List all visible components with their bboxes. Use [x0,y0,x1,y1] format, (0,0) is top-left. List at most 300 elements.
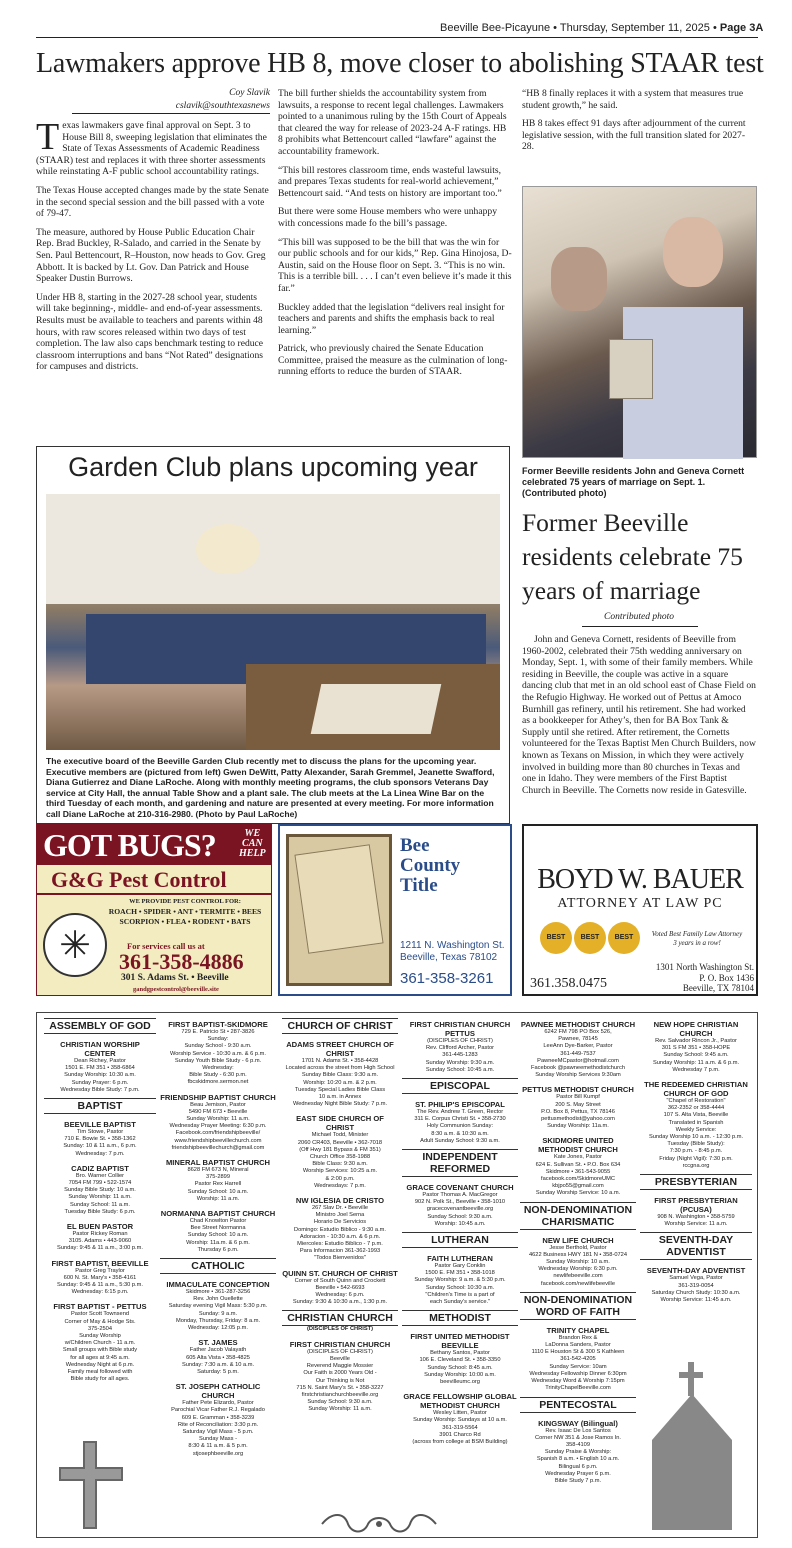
church-info-line: Sunday Worship: 11 a.m. & 6 p.m. [652,1059,740,1066]
church-info-line: Family meal followed with [67,1369,133,1376]
ad-bugs-headline: GOT BUGS? [43,827,216,863]
church-info-line: Corner NW 351 & Jose Ramos In. [535,1434,621,1441]
church-info-line: Sunday School: 9:45 a.m. [663,1052,729,1059]
cornett-byline: Contributed photo [604,612,674,622]
directory-col4 [402,1014,518,1446]
ad-pest-control[interactable] [36,824,272,996]
church-info-line: 200 S. May Street [555,1101,601,1108]
church-info-line: Sunday Bible Class: 9:30 a.m. [301,1072,379,1079]
church-info-line: Bilingual 6 p.m. [558,1463,598,1470]
church-name: FIRST UNITED METHODIST BEEVILLE [410,1332,510,1351]
church-info-line: Our Thinking is Not [315,1377,365,1384]
church-info-line: Father Pete Elizardo, Pastor [182,1400,254,1407]
church-info-line: Sunday Worship 10 a.m. - 12:30 p.m. [648,1134,744,1141]
church-info-line: Wednesday: 7 p.m. [75,1150,125,1157]
cornett-headline: Former Beeville residents celebrate 75 years of marriage [522,508,743,605]
church-info-line: Facebook.com/friendshipbeeville/ [175,1130,261,1137]
church-name: ST. JAMES [198,1338,238,1348]
county-map [286,834,392,986]
title-phone[interactable]: 361-358-3261 [400,970,494,987]
church-name: FIRST BAPTIST - PETTUS [53,1302,147,1312]
church-info-line: Sunday School: 8:45 a.m. [427,1364,493,1371]
church-info-line: Sunday: 10 & 11 a.m., 6 p.m. [63,1143,137,1150]
ad-bugs-address: 301 S. Adams St. • Beeville [121,973,229,983]
church-info-line: for all ages at 9:45 a.m. [70,1354,130,1361]
church-info-line: Dean Richey, Pastor [74,1058,126,1064]
church-info-line: Wednesdays: 7 p.m. [314,1182,366,1189]
directory-col5 [520,1014,636,1485]
directory-category: NON-DENOMINATION CHARISMATIC [520,1202,636,1230]
notebook [311,684,442,734]
story-paragraph: The measure, authored by House Public Education Chair Rep. Brad Buckley, R-Salado, and carried in the Senate by Sen. Paul Bettencourt, R–Houston, now heads to Gov. Greg Abbott. It is backed by Lt. Gov. Dan Patrick and House Speaker Dustin Burrows. [36,226,266,285]
church-info-line: 375-2899 [205,1174,231,1181]
directory-category: SEVENTH-DAY ADVENTIST [640,1232,752,1260]
church-name: ST. PHILIP'S EPISCOPAL [415,1100,505,1110]
directory-category-sub: (DISCIPLES OF CHRIST) [306,1326,374,1333]
directory-col1 [44,1014,156,1384]
garden-caption: The executive board of the Beeville Garden Club recently met to discuss the plans for the upcoming year. Executive members are (pictured from left) Gwen DeWitt, Patty Alexander, Sarah Gremmel, Jeanette Swafford, Diana Gutierrez and Diane LaRoche. Along with monthly meeting programs, the club sponsors Veterans Day service at City Hall, the annual Table Show and a plant sale. The club meets at the La Linea Wine Bar on the third Tuesday of each month, and gardening and nature are presented at every meeting. For more information call Diane LaRoche at 210-316-2980. (Photo by Paul LaRoche) [46,756,495,819]
church-info-line: Facebook @pawneemethodistchurch [531,1065,625,1072]
church-info-line: Parochial Vicar Father R.J. Regalado [171,1407,265,1414]
church-info-line: Adult Sunday School: 9:30 a.m. [420,1137,500,1144]
main-story-col3 [522,88,756,160]
directory-category: INDEPENDENT REFORMED [402,1149,518,1177]
church-info-line: Sunday Worship: 11 a.m. [68,1194,132,1201]
church-info-line: 301 S FM 351 • 358-HOPE [661,1045,731,1052]
church-info-line: Sunday: 9 a.m. [198,1310,238,1317]
church-info-line: 1110 E Houston St & 300 S Kathleen [531,1349,625,1356]
church-info-line: Sunday School: 10:30 a.m. [425,1284,495,1291]
church-info-line: Bible Class: 9:30 a.m. [312,1161,368,1168]
directory-category: PENTECOSTAL [520,1397,636,1413]
church-info-line: Sunday School: 11 a.m. [70,1201,130,1208]
directory-category: PRESBYTERIAN [640,1174,752,1190]
church-info-line: Sunday: 9:45 & 11 a.m., 5:30 p.m. [57,1282,143,1289]
garden-photo [46,494,500,750]
church-info-line: Sunday: 7:30 a.m. & 10 a.m. [181,1361,255,1368]
story-paragraph: Patrick, who previously chaired the Senate Education Committee, praised the measure as the culmination of long-running efforts to reduce the burden of STAAR. [278,343,508,378]
church-info-line: Worship: 10:20 a.m. & 2 p.m. [303,1079,377,1086]
church-info-line: Sunday Worship Services 9:30am [535,1072,621,1079]
church-info-line: 361-319-5564 [442,1424,478,1431]
church-info-line: stjosephbeeville.org [192,1450,244,1457]
church-info-line: Rev. John Ouellette [193,1296,243,1303]
church-info-line: Worship: 11 a.m. [196,1195,240,1202]
church-info-line: Sunday Bible Study: 10 a.m. [64,1187,136,1194]
church-info-line: Wednesday: [202,1065,234,1072]
church-name: PETTUS METHODIST CHURCH [522,1085,634,1095]
church-name: KINGSWAY (Bilingual) [538,1418,618,1428]
church-info-line: 8628 FM 673 N, Mineral [187,1167,249,1174]
story-paragraph: The Texas House accepted changes made by the state Senate in the second special session and the bill passed with a vote of 79-47. [36,184,269,220]
church-name: QUINN ST. CHURCH OF CHRIST [282,1268,398,1278]
cross-icon [56,1440,126,1530]
church-info-line: Samuel Vega, Pastor [669,1275,723,1282]
church-info-line: Sunday Worship: Sundays at 10 a.m. [413,1417,507,1424]
church-info-line: 6242 FM 798 PO Box 526, [544,1029,612,1035]
church-info-line: Wednesday: 12:05 p.m. [188,1325,248,1332]
story-paragraph: HB 8 takes effect 91 days after adjournment of the current legislative session, with the full transition slated for 2027-28. [522,118,746,153]
church-info-line: "Children's Time is a part of [425,1291,495,1298]
ad-bugs-services: WE PROVIDE PEST CONTROL FOR: ROACH • SPIDER • ANT • TERMITE • BEES SCORPION • FLEA • RODENT • BATS [108,898,262,926]
church-info-line: Worship Services: 10:25 a.m. [302,1168,378,1175]
church-info-line: 361-319-0054 [678,1282,714,1289]
main-story-col2 [278,88,512,385]
church-info-line: Sunday Youth Bible Study - 6 p.m. [174,1057,262,1064]
church-info-line: Our Faith is 2000 Years Old - [303,1370,377,1377]
church-info-line: 361-445-1283 [442,1052,478,1059]
church-info-line: Sunday: [207,1036,229,1043]
church-info-line: Sunday School: 10:45 a.m. [425,1066,495,1073]
church-info-line: Friday (Night Vigil): 7:30 p.m. [659,1155,733,1162]
church-info-line: (across from college at BSM Building) [412,1439,508,1446]
church-name: FIRST PRESBYTERIAN (PCUSA) [654,1196,738,1215]
issue-date: Thursday, September 11, 2025 [559,22,710,34]
best-badge-icon: BEST [574,922,606,954]
church-name: EL BUEN PASTOR [66,1222,134,1232]
church-info-line: TrinityChapelBeeville.com [545,1385,611,1392]
church-info-line: Chad Knowlton Pastor [189,1218,247,1225]
church-info-line: facebook.com/newlifebeeville [541,1280,615,1287]
church-info-line: Tuesday Bible Study: 6 p.m. [64,1208,136,1215]
church-info-line: 1701 N. Adams St. • 358-4428 [301,1058,379,1064]
church-info-line: facebook.com/SkidmoreUMC [541,1176,615,1183]
church-info-line: Pastor Gary Conklin [434,1263,486,1270]
church-info-line: Wesley Litten, Pastor [433,1410,487,1417]
paper-name: Beeville Bee-Picayune [440,22,551,34]
church-info-line: 908 N. Washington • 358-5759 [657,1214,735,1221]
church-info-line: 311 E. Corpus Christi St. • 358-2730 [414,1116,506,1123]
wedding-photo [609,339,653,399]
church-info-line: Corner of May & Hodge Sts. [64,1318,136,1325]
church-info-line: 106 E. Cleveland St. • 358-3350 [419,1357,501,1364]
church-info-line: pettusmethodist@yahoo.com [541,1116,615,1123]
church-info-line: Wednesday: 6:15 p.m. [71,1289,129,1296]
church-info-line: Sunday Worship: 9 a.m. & 5:30 p.m. [414,1277,506,1284]
church-info-line: Sunday Worship: 11a.m. [547,1123,609,1130]
church-info-line: Bible study for all ages. [70,1376,130,1383]
church-info-line: (DISCIPLES OF CHRIST) [307,1348,373,1355]
scroll-ornament-icon [318,1512,440,1536]
church-info-line: Saturday: 5 p.m. [197,1368,239,1375]
cornett-story [522,634,756,803]
church-info-line: Bible Study 7 p.m. [554,1477,602,1484]
church-info-line: Church Office 358-1988 [309,1154,371,1161]
directory-category: CATHOLIC [160,1258,276,1274]
ad-bugs-phone[interactable]: 361-358-4886 [119,949,244,974]
church-info-line: 624 E. Sullivan St. • P.O. Box 634 [535,1161,621,1168]
church-info-line: Worship: 11a.m. & 6 p.m. [186,1239,250,1246]
ad-bugs-call: For services call us at [127,941,205,951]
church-name: ADAMS STREET CHURCH OF CHRIST [286,1040,394,1058]
church-name: SEVENTH-DAY ADVENTIST [646,1266,746,1276]
church-name: NEW LIFE CHURCH [542,1235,614,1245]
directory-category: LUTHERAN [402,1232,518,1248]
ad-company-name: G&G Pest Control [51,867,227,892]
church-info-line: Michael Todd, Minister [311,1132,369,1139]
church-name: MINERAL BAPTIST CHURCH [165,1158,271,1168]
ad-bee-county-title[interactable] [278,824,512,996]
church-info-line: The Rev. Andrew T. Green, Rector [416,1109,504,1116]
church-name: ST. JOSEPH CATHOLIC CHURCH [175,1382,261,1401]
church-info-line: 375-2504 [87,1325,113,1332]
church-name: FIRST BAPTIST, BEEVILLE [51,1258,149,1268]
church-info-line: 358-4109 [565,1441,591,1448]
church-info-line: Beeville • 542-6693 [315,1284,365,1291]
church-info-line: Worship Service: 11:45 a.m. [660,1297,732,1304]
church-info-line: 3105. Adams • 443-9060 [68,1238,132,1245]
church-info-line: 605 Alta Vista • 358-4825 [186,1354,250,1361]
page-header: Beeville Bee-Picayune • Thursday, September 11, 2025 • Page 3A [440,22,764,34]
church-info-line: 4622 Business HWY 181 N • 358-0724 [528,1251,627,1258]
story-paragraph: “This bill was supposed to be the bill that was the win for our public schools and for our kids,” Rep. Gina Hinojosa, D-Austin, said on the House floor on Sept. 3. “This is no win. This is a terrible bill. . . . I can’t even believe it’s made it this far.” [278,236,512,294]
church-info-line: friendshipbeevillechurch@gmail.com [171,1144,265,1151]
church-info-line: (Off Hwy 181 Bypass & FM 351) [299,1146,381,1153]
best-badge-icon: BEST [608,922,640,954]
church-info-line: Pastor Rickey Roman [72,1231,128,1238]
church-info-line: 3901 Charco Rd [439,1431,481,1438]
church-info-line: Sunday School: 9:30 a.m. [427,1213,493,1220]
directory-category: ASSEMBLY OF GOD [44,1018,156,1034]
church-name: FIRST CHRISTIAN CHURCH [289,1339,391,1349]
church-info-line: 107 S. Alta Vista, Beeville [663,1112,729,1119]
church-info-line: Adoracion - 10:30 a.m. & 6 p.m. [299,1233,381,1240]
church-info-line: Horario De Servicios [313,1219,367,1226]
cornett-photo [522,186,757,458]
church-info-line: 7:30 p.m. - 8:45 p.m. [669,1148,723,1155]
church-info-line: Wednesday Word & Worship 7:15pm [531,1378,625,1385]
bauer-address: 1301 North Washington St. P. O. Box 1436 Beeville, TX 78104 [655,962,754,993]
church-info-line: Ministro Joel Serna [315,1212,365,1219]
wall [46,494,500,604]
church-info-line: Sunday Mass - [199,1436,237,1443]
church-info-line: 600 N. St. Mary's • 358-4161 [63,1274,137,1281]
church-info-line: Tuesday (Bible Study): [667,1141,725,1148]
church-icon [636,1360,748,1532]
church-name: THE REDEEMED CHRISTIAN CHURCH OF GOD [644,1080,748,1099]
church-info-line: Bethany Santos, Pastor [430,1350,490,1357]
church-info-line: Sunday: 9:30 & 10:30 a.m., 1:30 p.m. [292,1299,388,1306]
church-info-line: P.O. Box 8, Pettus, TX 78146 [541,1108,615,1115]
church-info-line: Sunday Worship: 10 a.m. [546,1259,610,1266]
church-info-line: Rev. Isaac De Los Santos [545,1427,611,1434]
ad-bugs-email[interactable]: gandgpestcontrol@beeville.site [133,986,219,993]
church-info-line: 2060 CR403, Beeville • 362-7018 [297,1139,383,1146]
church-info-line: "Chapel of Restoration" [666,1098,726,1105]
church-info-line: Pastor Scott Townsend [70,1311,130,1318]
best-badges [540,922,650,962]
church-info-line: www.friendshipbeevillechurch.com [174,1137,262,1144]
story-paragraph: “This bill restores classroom time, ends wasteful lawsuits, and prepares Texas students for real-world achievement,” Bettencourt said. “And tests on history are important too.” [278,164,502,199]
man-figure [663,217,723,287]
church-info-line: Pawnee, 78145 [558,1036,598,1043]
directory-category: NON-DENOMINATION WORD OF FAITH [520,1292,636,1320]
directory-category: EPISCOPAL [402,1078,518,1094]
church-info-line: 1500 E. FM 351 • 358-1018 [425,1270,495,1277]
church-info-line: 729 E. Patricio St • 287-3826 [181,1029,255,1035]
church-info-line: kbjpo55@gmail.com [552,1183,604,1190]
church-info-line: Saturday evening Vigil Mass: 5:30 p.m. [168,1303,268,1310]
church-info-line: Pastor Greg Traylor [75,1267,125,1274]
church-info-line: 8:30 a.m. & 10:30 a.m. [431,1130,489,1137]
directory-category: METHODIST [402,1310,518,1326]
ad-bugs-tag: WE CAN HELP [239,828,266,859]
church-info-line: 902 N. Polk St., Beeville • 358-1010 [414,1199,506,1206]
directory-category: CHRISTIAN CHURCH [282,1310,398,1326]
church-info-line: 7054 FM 799 • 522-1574 [68,1180,132,1187]
church-info-line: 609 E. Gramman • 358-3239 [181,1414,255,1421]
church-info-line: Wednesday Night at 6 p.m. [65,1361,135,1368]
directory-col2 [160,1014,276,1458]
church-info-line: Tim Stowe, Pastor [76,1129,124,1136]
church-info-line: Sunday Worship [79,1333,121,1340]
church-info-line: Rev. Clifford Archer, Pastor [425,1045,495,1052]
church-info-line: 361-449-7537 [560,1050,596,1057]
church-info-line: Worship: 10:45 a.m. [434,1220,486,1227]
church-info-line: Sunday Worship: 9:30 a.m. [425,1059,495,1066]
church-name: CADIZ BAPTIST [71,1163,129,1173]
church-info-line: PawneeMCpastor@hotmail.com [537,1057,619,1064]
church-info-line: beevilleumc.org [440,1379,480,1386]
church-info-line: Bro. Warner Collier [75,1172,125,1179]
church-info-line: rccgna.org [682,1162,710,1169]
church-info-line: Sunday Worship: 10:30 a.m. [64,1072,136,1079]
church-info-line: Translated in Spanish [668,1119,724,1126]
church-info-line: Sunday Service: 10am [549,1363,607,1370]
bauer-phone[interactable]: 361.358.0475 [530,976,607,991]
story-paragraph: Texas lawmakers gave final approval on Sept. 3 to House Bill 8, sweeping legislation that eliminates the State of Texas Assessments of Academic Readiness (STAAR) test and replaces it with three shorter assessments while reinstating A-F public school accountability ratings. [36,116,267,178]
church-info-line: Wednesday Bible Study: 7 p.m. [60,1086,140,1093]
church-info-line: Beeville [330,1355,350,1362]
church-name: SKIDMORE UNITED METHODIST CHURCH [538,1136,618,1155]
garden-headline: Garden Club plans upcoming year [68,452,478,482]
church-info-line: Sunday Worship: 10:00 a.m. [424,1371,496,1378]
church-info-line: & 2:00 p.m. [325,1175,355,1182]
church-info-line: LaDonna Sanders, Pastor [545,1342,611,1349]
church-name: NW IGLESIA DE CRISTO [295,1196,385,1206]
church-info-line: Sunday Worship: 11 a.m. [308,1406,372,1413]
church-name: CHRISTIAN WORSHIP CENTER [60,1040,140,1058]
church-info-line: fbcskidmore.sermon.net [187,1079,249,1086]
church-info-line: Tuesday Special Ladies Bible Class [294,1086,386,1093]
church-info-line: Wednesday: 6 p.m. [315,1292,365,1299]
church-name: FRIENDSHIP BAPTIST CHURCH [160,1092,276,1102]
church-info-line: Sunday Praise & Worship: [544,1449,612,1456]
church-info-line: Beau Jemison, Pastor [190,1101,246,1108]
church-info-line: Wednesday Worship: 6:30 p.m. [538,1266,618,1273]
best-badge-icon: BEST [540,922,572,954]
church-info-line: each Sunday's service." [429,1299,491,1306]
byline-rule [72,113,270,114]
church-name: TRINITY CHAPEL [546,1325,610,1335]
bauer-subtitle: ATTORNEY AT LAW PC [557,896,723,911]
church-info-line: Bible Study - 6:30 p.m. [189,1072,247,1079]
church-info-line: Sunday School - 9:30 a.m. [184,1043,252,1050]
church-info-line: Wednesday Prayer Meeting: 6:30 p.m. [169,1123,267,1130]
bauer-voted: Voted Best Family Law Attorney 3 years in a row! [651,930,743,947]
page-number: Page 3A [719,22,764,34]
church-name: BEEVILLE BAPTIST [64,1120,136,1130]
church-info-line: firstchristianchurchbeeville.org [301,1391,379,1398]
church-info-line: Wednesday 7 p.m. [672,1066,720,1073]
church-info-line: Domingo: Estudio Biblico - 9:30 a.m. [294,1226,386,1233]
church-info-line: Skidmore • 361-543-9055 [545,1168,611,1175]
church-info-line: LeeAnn Dye-Barker, Pastor [543,1043,613,1050]
church-info-line: Spanish 8 a.m. • English 10 a.m. [536,1456,620,1463]
story-paragraph: But there were some House members who were unhappy with concessions made fo the bill’s passage. [278,206,497,229]
church-info-line: 1501 E. FM 351 • 358-6864 [65,1065,135,1072]
church-info-line: Small groups with Bible study [62,1347,138,1354]
cornett-byline-rule [582,626,698,627]
church-info-line: Father Jacob Valayath [189,1347,247,1354]
church-info-line: Monday, Thursday, Friday: 8 a.m. [175,1317,261,1324]
church-info-line: 5490 FM 673 • Beeville [188,1108,248,1115]
spider-icon: ✳ [43,913,107,977]
church-info-line: Rev. Salvador Rincon Jr., Pastor [655,1038,737,1044]
church-info-line: Weekly Service: [675,1126,717,1133]
church-info-line: Brandon Rex & [558,1334,598,1341]
church-info-line: Pastor Bill Kumpf [556,1094,600,1101]
church-info-line: Sunday School: 10 a.m. [187,1188,249,1195]
church-name: FIRST CHRISTIAN CHURCH PETTUS [409,1020,511,1038]
directory-category: CHURCH OF CHRIST [282,1018,398,1034]
church-info-line: Saturday Church Study: 10:30 a.m. [651,1289,741,1296]
church-name: NEW HOPE CHRISTIAN CHURCH [653,1020,739,1038]
church-info-line: w/Children Church - 11 a.m. [64,1340,136,1347]
church-info-line: Sunday: 9:45 & 11 a.m., 3:00 p.m. [57,1245,143,1252]
church-info-line: Corner of South Quinn and Crockett [294,1277,386,1284]
church-info-line: 710 E. Bowie St. • 358-1362 [64,1136,136,1143]
story-paragraph: John and Geneva Cornett, residents of Beeville from 1960-2002, celebrated their 75th wedding anniversary on Monday, Sept. 1, with some of their family members. While residing in Beeville, the couple was active in a square dancing club that met in an old school east of Chase Field on the Refugio Highway. He worked out of Pettus at Amoco Burnhill gas refinery, until his retirement. She had worked as a bookkeeper for Athey’s, then for BA Box Tank & Supply until she retired. After retirement, the Cornetts volunteered for the Texas Baptist Men Church Builders, now known as Texans on Mission, in which they were actively involved in building more than 80 churches in Texas and one in Idaho. They were members of the First Baptist Church in Beeville. The Cornetts now reside in Gatesville. [522,634,756,796]
church-info-line: Wednesday Prayer 6 p.m. [545,1470,611,1477]
church-info-line: 715 N. Saint Mary's St. • 358-3227 [296,1384,384,1391]
main-story-col1 [36,116,270,380]
church-info-line: 361-542-4205 [560,1356,596,1363]
church-info-line: Located across the street from High School [285,1065,395,1072]
church-info-line: Reverend Maggie Mossier [306,1363,374,1370]
church-name: GRACE COVENANT CHURCH [406,1183,514,1193]
church-name: FIRST BAPTIST-SKIDMORE [168,1020,268,1029]
church-info-line: Sunday Worship: 11 a.m. [186,1116,250,1123]
byline-name: Coy Slavik [229,88,270,98]
story-paragraph: The bill further shields the accountability system from lawsuits, a response to recent legal challenges. Lawmakers pointed to a unanimous ruling by the 15th Court of Appeals that cleared the way for release of 2023-24 A-F ratings. HB 8 prohibits what Bettencourt called “lawfare” against the accountability framework. [278,88,507,157]
church-name: PAWNEE METHODIST CHURCH [520,1020,636,1029]
church-info-line: Sunday School: 9:30 a.m. [307,1399,373,1406]
directory-col6 [640,1014,752,1304]
church-info-line: Thursday 6 p.m. [197,1246,239,1253]
church-info-line: Sunday Worship Service: 10 a.m. [535,1190,621,1197]
cornett-photo-caption: Former Beeville residents John and Geneva Cornett celebrated 75 years of marriage on Sept. 1. (Contributed photo) [522,466,745,498]
church-info-line: Bee Street Normanna [190,1225,246,1232]
byline [36,87,270,112]
church-name: IMMACULATE CONCEPTION [166,1280,270,1290]
story-paragraph: “HB 8 finally replaces it with a system that measures true student growth,” he said. [522,88,744,111]
church-info-line: 10 a.m. in Annex [318,1094,362,1101]
church-info-line: Sunday Prayer: 6 p.m. [71,1079,129,1086]
church-info-line: Sunday School: 10 a.m. [187,1232,249,1239]
church-name: EAST SIDE CHURCH OF CHRIST [296,1114,384,1133]
main-headline: Lawmakers approve HB 8, move closer to abolishing STAAR test [36,48,764,79]
woman-figure [551,247,607,311]
church-info-line: Holy Communion Sunday: [426,1123,494,1130]
church-info-line: Skidmore • 361-287-3256 [185,1289,251,1296]
church-info-line: Worship Service: 11 a.m. [664,1221,728,1228]
story-paragraph: Buckley added that the legislation “delivers real insight for teachers and parents and shifts the emphasis back to real learning.” [278,301,505,336]
ad-boyd-bauer[interactable] [522,824,758,996]
title-company-name: Bee County Title [400,835,461,896]
lamp [196,524,260,574]
church-info-line: Kate Jones, Pastor [553,1154,603,1161]
